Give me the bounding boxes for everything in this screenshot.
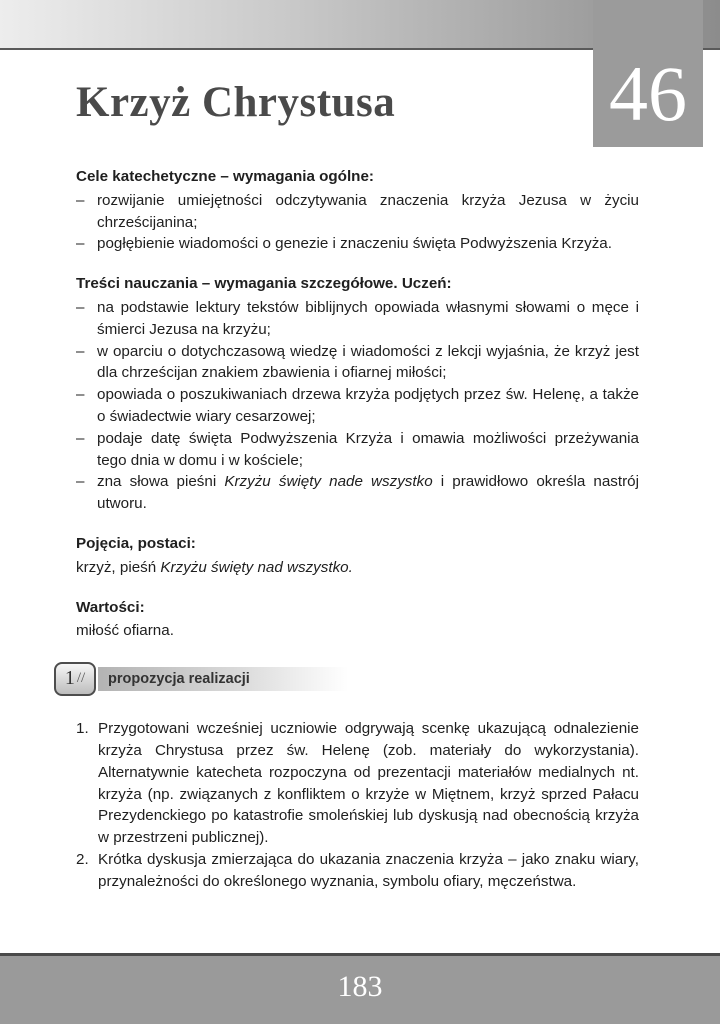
step-text: Przygotowani wcześniej uczniowie odgrywają scenkę ukazującą odnalezienie krzyża Chrystusa przez św. Helenę (zob. materiały do wykorzystania). Alternatywnie katecheta rozpoczyna od prezentacji materiałów medialnych nt. krzyża (np. związanych z konfliktem o krzyże w Miętnem, krzyż sprzed Pałacu Prezydenckiego po katastrofie smoleńskiej lub dyskusją nad obecnością krzyża w przestrzeni publicznej). (98, 720, 639, 847)
concepts-text (76, 557, 639, 579)
page-number: 183 (337, 970, 383, 1003)
step-text: Krótka dyskusja zmierzająca do ukazania znaczenia krzyża – jako znaku wiary, przynależności do określonego wyznania, symbolu ofiary, męczeństwa. (98, 850, 639, 890)
chapter-number-box (593, 0, 703, 147)
values-section (76, 597, 639, 643)
proposal-badge-number: 1 (64, 667, 75, 690)
proposal-badge (54, 662, 96, 696)
step-item (76, 849, 639, 893)
goals-section (76, 166, 639, 255)
list-item: – w oparciu o dotychczasową wiedzę i wiadomości z lekcji wyjaśnia, że krzyż jest dla chrześcijan znakiem zbawienia i ofiarnej miłości; (76, 341, 639, 385)
chapter-number: 46 (609, 50, 687, 137)
values-heading: Wartości: (76, 598, 145, 616)
list-item: – na podstawie lektury tekstów biblijnych opowiada własnymi słowami o męce i śmierci Jezusa na krzyżu; (76, 297, 639, 341)
list-item: – rozwijanie umiejętności odczytywania znaczenia krzyża Jezusa w życiu chrześcijanina; (76, 190, 639, 234)
requirements-list (76, 297, 639, 515)
main-content (64, 166, 639, 893)
concepts-section (76, 533, 639, 579)
item-text: zna słowa pieśni (97, 473, 225, 491)
concepts-plain: krzyż, pieśń (76, 558, 161, 576)
values-text: miłość ofiarna. (76, 622, 174, 640)
stripes-icon: // (76, 670, 86, 687)
page-title: Krzyż Chrystusa (76, 79, 396, 126)
proposal-label: propozycja realizacji (98, 667, 348, 691)
list-item: – podaje datę święta Podwyższenia Krzyża i omawia możliwości przeżywania tego dnia w domu i w kościele; (76, 428, 639, 472)
concepts-song-title: Krzyżu święty nad wszystko. (160, 558, 353, 576)
item-text: i prawidłowo określa nastrój utworu. (97, 473, 639, 513)
step-item (76, 718, 639, 849)
list-item: – pogłębienie wiadomości o genezie i znaczeniu święta Podwyższenia Krzyża. (76, 233, 639, 255)
step-number: 2. (76, 850, 89, 868)
concepts-heading: Pojęcia, postaci: (76, 534, 196, 552)
requirements-section (76, 273, 639, 515)
proposal-steps (76, 718, 639, 892)
proposal-header (54, 662, 639, 702)
song-title: Krzyżu święty nade wszystko (224, 473, 433, 491)
goals-heading: Cele katechetyczne – wymagania ogólne: (76, 168, 374, 185)
step-number: 1. (76, 720, 89, 738)
requirements-heading: Treści nauczania – wymagania szczegółowe. Uczeń: (76, 275, 452, 293)
goals-list (76, 190, 639, 255)
list-item: – opowiada o poszukiwaniach drzewa krzyża podjętych przez św. Helenę, a także o świadectwie wiary cesarzowej; (76, 384, 639, 428)
footer-bar (0, 953, 720, 1024)
list-item (76, 471, 639, 515)
